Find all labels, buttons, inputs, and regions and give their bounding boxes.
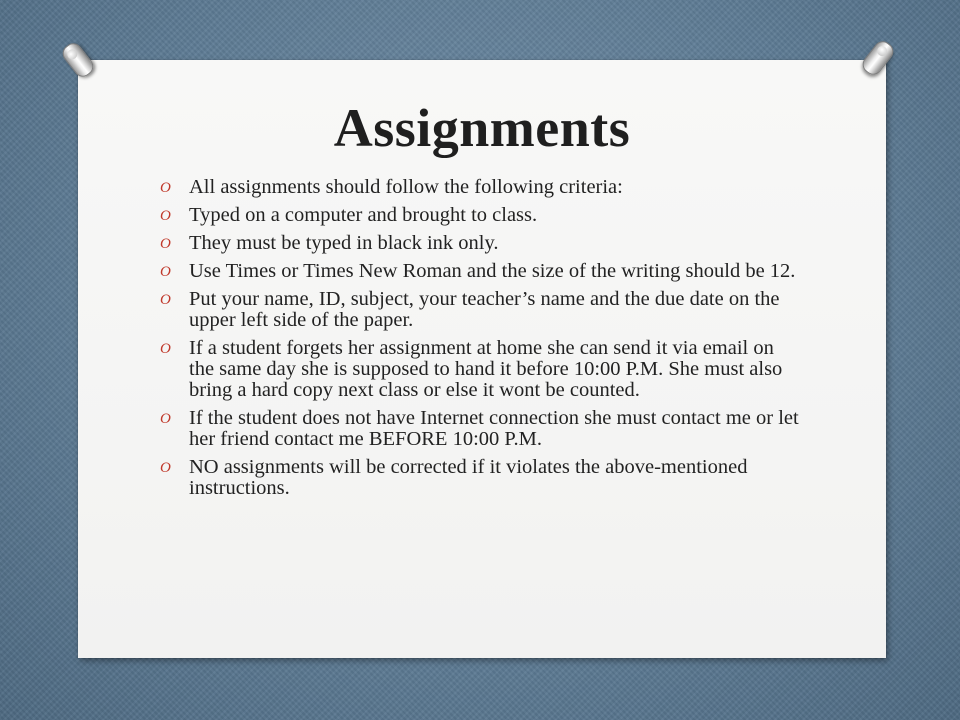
bullet-o-icon: O (160, 208, 171, 224)
list-item (160, 457, 800, 499)
list-item-text: If the student does not have Internet connection she must contact me or let her friend contact me BEFORE 10:00 P.M. (189, 407, 799, 450)
list-item (160, 338, 800, 401)
bullet-o-icon: O (160, 264, 171, 280)
list-item-text: Typed on a computer and brought to class. (189, 204, 538, 226)
list-item-text: Use Times or Times New Roman and the size of the writing should be 12. (189, 260, 796, 282)
bullet-o-icon: O (160, 411, 171, 427)
list-item-text: NO assignments will be corrected if it violates the above-mentioned instructions. (189, 456, 748, 499)
list-item-text: Put your name, ID, subject, your teacher’s name and the due date on the upper left side of the paper. (189, 288, 780, 331)
list-item (160, 261, 800, 282)
list-item-text: All assignments should follow the following criteria: (189, 176, 623, 198)
list-item (160, 289, 800, 331)
bullet-list (160, 177, 800, 506)
bullet-o-icon: O (160, 341, 171, 357)
list-item (160, 408, 800, 450)
list-item-text: If a student forgets her assignment at home she can send it via email on the same day she is supposed to hand it before 10:00 P.M. She must also bring a hard copy next class or else it wont be counted. (189, 337, 783, 401)
bullet-o-icon: O (160, 180, 171, 196)
bullet-o-icon: O (160, 460, 171, 476)
list-item (160, 233, 800, 254)
list-item (160, 177, 800, 198)
bullet-o-icon: O (160, 292, 171, 308)
list-item-text: They must be typed in black ink only. (189, 232, 499, 254)
slide-title: Assignments (333, 98, 631, 158)
list-item (160, 205, 800, 226)
bullet-o-icon: O (160, 236, 171, 252)
